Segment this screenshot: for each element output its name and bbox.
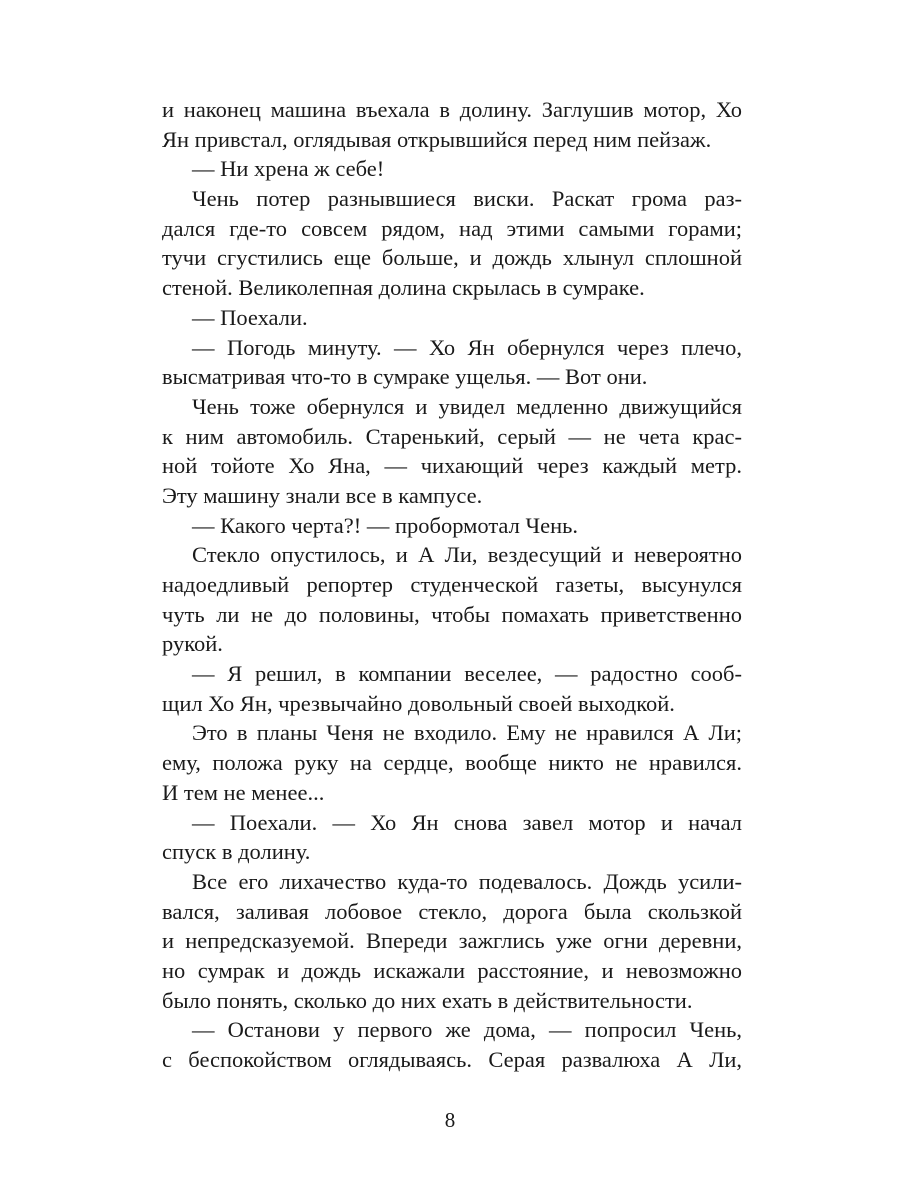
text-line: Чень потер разнывшиеся виски. Раскат грома раз- <box>192 186 742 212</box>
text-line: стеной. Великолепная долина скрылась в сумраке. <box>162 275 645 301</box>
text-line: — Поехали. <box>192 304 308 330</box>
text-line: — Погодь минуту. — Хо Ян обернулся через плечо, <box>192 334 742 360</box>
text-line: — Я решил, в компании веселее, — радостно сооб- <box>192 661 742 687</box>
text-line: чуть ли не до половины, чтобы помахать приветственно <box>162 601 742 627</box>
text-line: и наконец машина въехала в долину. Заглушив мотор, Хо <box>162 97 742 122</box>
text-line: спуск в долину. <box>162 839 311 865</box>
text-line: вался, заливая лобовое стекло, дорога была скользкой <box>162 898 742 924</box>
text-line: И тем не менее... <box>162 779 325 805</box>
text-line: — Какого черта?! — пробормотал Чень. <box>192 512 579 538</box>
text-line: ной тойоте Хо Яна, — чихающий через каждый метр. <box>162 453 742 479</box>
text-line: с беспокойством оглядываясь. Серая развалюха А Ли, <box>162 1047 742 1072</box>
text-line: дался где-то совсем рядом, над этими самыми горами; <box>162 215 742 241</box>
text-line: Ян привстал, оглядывая открывшийся перед ним пейзаж. <box>162 126 712 152</box>
text-line: — Поехали. — Хо Ян снова завел мотор и начал <box>192 809 742 835</box>
text-line: — Ни хрена ж себе! <box>192 156 385 182</box>
text-line: Чень тоже обернулся и увидел медленно движущийся <box>192 393 742 419</box>
text-line: было понять, сколько до них ехать в действительности. <box>162 987 693 1013</box>
text-line: высматривая что-то в сумраке ущелья. — Вот они. <box>162 364 648 390</box>
text-line: — Останови у первого же дома, — попросил Чень, <box>192 1017 742 1043</box>
text-line: Эту машину знали все в кампусе. <box>162 482 483 508</box>
text-line: надоедливый репортер студенческой газеты, высунулся <box>162 572 742 597</box>
text-line: Все его лихачество куда-то подевалось. Дождь усили- <box>192 868 742 894</box>
body-text <box>162 95 742 1075</box>
text-line: к ним автомобиль. Старенький, серый — не чета крас- <box>162 423 742 449</box>
page-number: 8 <box>444 1108 456 1132</box>
text-line: и непредсказуемой. Впереди зажглись уже огни деревни, <box>162 928 742 954</box>
text-line: Стекло опустилось, и А Ли, вездесущий и невероятно <box>192 542 742 568</box>
text-line: тучи сгустились еще больше, и дождь хлынул сплошной <box>162 245 742 271</box>
text-line: рукой. <box>162 631 223 657</box>
text-line: щил Хо Ян, чрезвычайно довольный своей выходкой. <box>162 690 675 716</box>
text-line: но сумрак и дождь искажали расстояние, и невозможно <box>162 957 742 983</box>
text-line: Это в планы Ченя не входило. Ему не нравился А Ли; <box>192 720 742 746</box>
text-line: ему, положа руку на сердце, вообще никто не нравился. <box>162 750 742 776</box>
